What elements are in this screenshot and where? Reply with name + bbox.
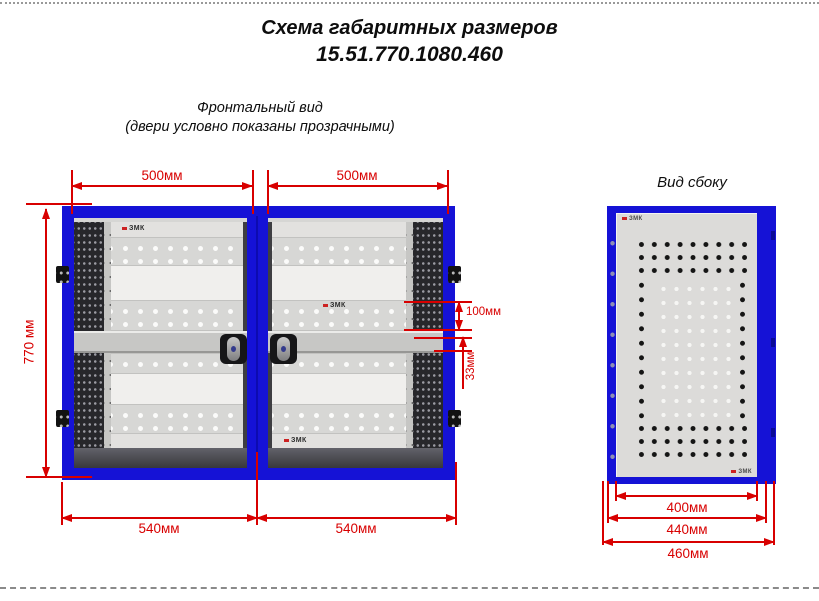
side-perforation-right-column	[734, 275, 747, 420]
perforated-band	[111, 404, 243, 434]
left-top-hinge	[56, 266, 69, 283]
dim-label-bottom-right-width: 540мм	[335, 521, 377, 536]
dim-label-shelf-thickness: 33мм	[465, 351, 477, 381]
side-frame-screws	[608, 224, 615, 468]
dim-line-inner-width	[616, 495, 757, 497]
dim-label-overall-height: 770 мм	[21, 319, 37, 365]
dimension-extension-line	[447, 170, 449, 214]
right-top-hinge	[448, 266, 461, 283]
cabinet-floor	[74, 448, 247, 468]
perforated-band	[272, 404, 406, 434]
dimension-extension-line	[26, 203, 92, 205]
page-title: Схема габаритных размеров	[261, 17, 558, 39]
lock-pin	[281, 346, 286, 352]
dimension-extension-line	[773, 481, 775, 545]
shelf-band	[272, 374, 406, 404]
dimension-extension-line	[26, 476, 92, 478]
perforated-band	[111, 300, 243, 331]
dim-line-bottom-right-width	[257, 517, 456, 519]
brand-logo: ЗМК	[284, 437, 307, 444]
model-number: 15.51.770.1080.460	[316, 43, 503, 66]
perforated-band	[111, 237, 243, 266]
shelf-band	[111, 434, 243, 448]
dim-line-body-width	[608, 517, 766, 519]
lock-pin	[231, 346, 236, 352]
brand-logo: ЗМК	[731, 469, 752, 475]
page-top-dotted-rule	[0, 2, 819, 4]
front-view-cabinet	[62, 206, 455, 480]
door-seam	[256, 216, 258, 470]
dimension-extension-line	[71, 170, 73, 214]
side-view-caption: Вид сбоку	[657, 174, 727, 191]
door-hinge-pin	[771, 428, 775, 437]
perforated-band	[272, 237, 406, 266]
door-hinge-pin	[771, 231, 775, 240]
dim-line-overall-depth	[603, 541, 774, 543]
dim-label-bottom-left-width: 540мм	[138, 521, 180, 536]
dim-line-door-left-width	[72, 185, 252, 187]
dim-label-shelf-band: 100мм	[466, 306, 501, 318]
shelf-band	[111, 266, 243, 300]
side-perforation-inner	[655, 278, 731, 418]
left-bottom-hinge	[56, 410, 69, 427]
right-bottom-hinge	[448, 410, 461, 427]
dim-line-overall-height	[45, 209, 47, 477]
side-view-cabinet	[607, 206, 776, 484]
side-panel	[616, 213, 757, 477]
right-door-lock	[270, 334, 297, 364]
dim-line-door-right-width	[268, 185, 447, 187]
front-view-caption: Фронтальный вид	[197, 100, 323, 116]
side-perforation-bottom	[633, 420, 747, 459]
shelf-band	[272, 266, 406, 300]
dim-line-shelf-thickness	[462, 337, 464, 389]
side-perforation-top	[633, 236, 747, 275]
dimension-extension-line	[252, 170, 254, 214]
cabinet-floor	[268, 448, 443, 468]
brand-logo: ЗМК	[622, 216, 643, 222]
left-door-lock	[220, 334, 247, 364]
side-perforation-left-column	[633, 275, 646, 420]
dimension-extension-line	[602, 481, 604, 545]
door-hinge-pin	[771, 338, 775, 347]
dim-label-door-right-width: 500мм	[336, 168, 378, 183]
brand-logo: ЗМК	[323, 302, 346, 309]
dim-line-bottom-left-width	[62, 517, 257, 519]
dim-line-shelf-band	[458, 302, 460, 330]
dim-label-overall-depth: 460мм	[667, 546, 709, 561]
page-bottom-dashed-rule	[0, 587, 819, 589]
dim-label-inner-width: 400мм	[666, 500, 708, 515]
dim-label-door-left-width: 500мм	[141, 168, 183, 183]
dim-label-body-width: 440мм	[666, 522, 708, 537]
front-view-caption-note: (двери условно показаны прозрачными)	[125, 119, 395, 135]
dimension-extension-line	[267, 170, 269, 214]
shelf-band	[111, 374, 243, 404]
brand-logo: ЗМК	[122, 225, 145, 232]
shelf-band	[272, 222, 406, 237]
